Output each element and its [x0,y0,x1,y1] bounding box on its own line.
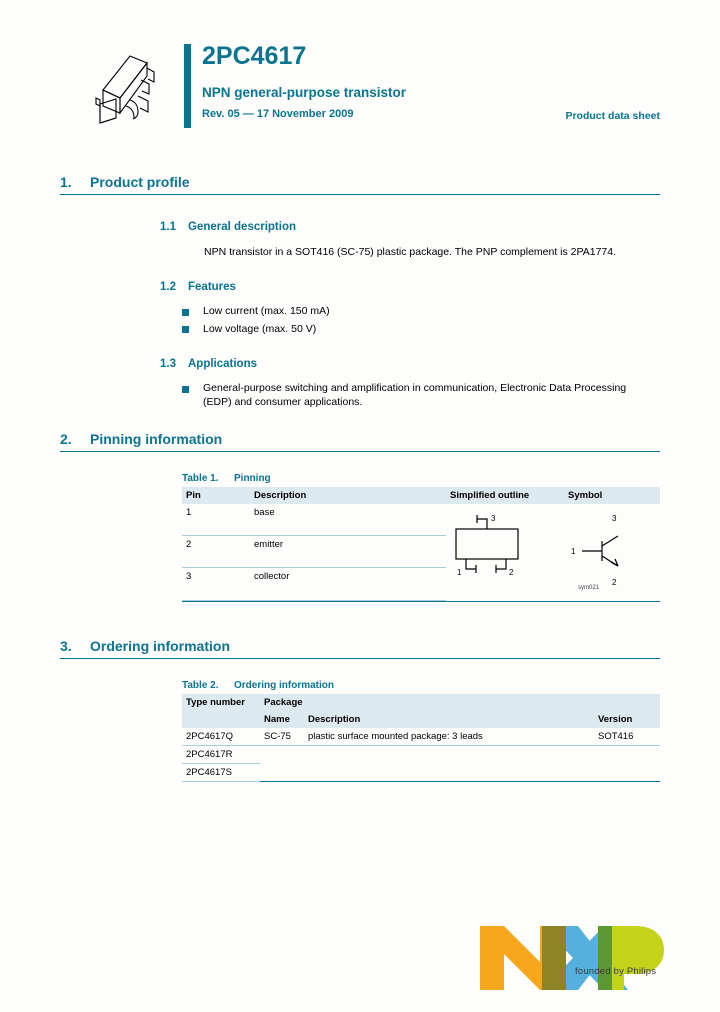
symbol-id-label: sym021 [578,585,600,591]
features-list [182,305,652,340]
column-header-pin: Pin [182,487,250,504]
square-bullet-icon [182,386,189,393]
svg-text:2: 2 [509,568,514,577]
list-item [182,382,632,409]
svg-text:1: 1 [571,547,576,556]
sot416-package-3d-drawing-icon [86,42,164,130]
cell-package-description [304,764,594,782]
page-title: 2PC4617 [202,42,307,70]
section-divider [60,194,660,195]
table-caption [182,680,660,691]
table-caption-number: Table 1. [182,473,219,484]
pinning-table-block [182,473,660,602]
cell-pin: 2 [182,535,250,567]
table-row [182,728,660,746]
section-product-profile [60,174,660,195]
table-header-row-group [182,694,660,711]
applications-list [182,382,632,413]
section-title: Product profile [90,174,190,190]
section-ordering-information [60,638,660,659]
section-number: 2. [60,431,72,447]
table-caption-title: Ordering information [234,680,334,691]
list-item [182,323,652,337]
cell-version: SOT416 [594,728,660,746]
subsection-applications [160,358,660,370]
subsection-title: Applications [188,358,258,370]
column-header-package-group: Package [260,694,660,711]
logo-tagline: founded by Philips [575,966,657,977]
section-number: 3. [60,638,72,654]
subsection-number: 1.1 [160,221,176,233]
title-accent-bar [184,44,191,128]
column-header-description: Description [304,711,594,728]
cell-graphics [446,504,660,600]
cell-type-number: 2PC4617Q [182,728,260,746]
cell-package-name: SC-75 [260,728,304,746]
square-bullet-icon [182,326,189,333]
cell-description: emitter [250,535,446,567]
feature-text: Low current (max. 150 mA) [203,305,330,317]
cell-pin: 1 [182,504,250,535]
ordering-table [182,694,660,782]
nxp-logo [478,918,668,998]
list-item [182,305,652,319]
cell-package-name [260,746,304,764]
general-description-text: NPN transistor in a SOT416 (SC-75) plastic package. The PNP complement is 2PA1774. [204,246,617,258]
column-header-version: Version [594,711,660,728]
column-header-simplified-outline: Simplified outline [446,487,564,504]
cell-type-number: 2PC4617R [182,746,260,764]
cell-description: base [250,504,446,535]
subsection-title: General description [188,221,297,233]
column-header-type-number: Type number [182,694,260,728]
cell-type-number: 2PC4617S [182,764,260,782]
pinning-table [182,487,660,601]
svg-text:3: 3 [491,514,496,523]
subsection-title: Features [188,281,236,293]
cell-package-name [260,764,304,782]
revision-date: Rev. 05 — 17 November 2009 [202,108,354,120]
subsection-number: 1.3 [160,358,176,370]
square-bullet-icon [182,309,189,316]
section-title: Pinning information [90,431,223,447]
table-caption [182,473,660,484]
ordering-table-block [182,680,660,782]
cell-version [594,764,660,782]
pinning-graphics [450,507,656,597]
subsection-features [160,281,660,293]
column-header-symbol: Symbol [564,487,660,504]
section-pinning-information [60,431,660,452]
section-title: Ordering information [90,638,230,654]
application-text: General-purpose switching and amplification in communication, Electronic Data Processing (EDP) and consumer applications. [203,382,627,408]
cell-package-description [304,746,594,764]
column-header-description: Description [250,487,446,504]
document-header [0,0,720,150]
document-type-label: Product data sheet [565,110,660,122]
feature-text: Low voltage (max. 50 V) [203,322,317,335]
table-bottom-rule [182,601,660,602]
table-caption-number: Table 2. [182,680,219,691]
cell-pin: 3 [182,568,250,600]
column-header-name: Name [260,711,304,728]
subsection-number: 1.2 [160,281,176,293]
svg-text:3: 3 [612,514,617,523]
section-divider [60,451,660,452]
table-header-row [182,487,660,504]
svg-text:2: 2 [612,578,617,587]
table-row [182,504,660,535]
cell-version [594,746,660,764]
npn-transistor-symbol [568,507,648,595]
svg-text:1: 1 [457,568,462,577]
section-divider [60,658,660,659]
page-subtitle: NPN general-purpose transistor [202,85,407,100]
cell-package-description: plastic surface mounted package: 3 leads [304,728,594,746]
simplified-outline-drawing [450,509,560,597]
table-row [182,746,660,764]
table-caption-title: Pinning [234,473,271,484]
cell-description: collector [250,568,446,600]
table-row [182,764,660,782]
subsection-general-description [160,221,660,233]
section-number: 1. [60,174,72,190]
